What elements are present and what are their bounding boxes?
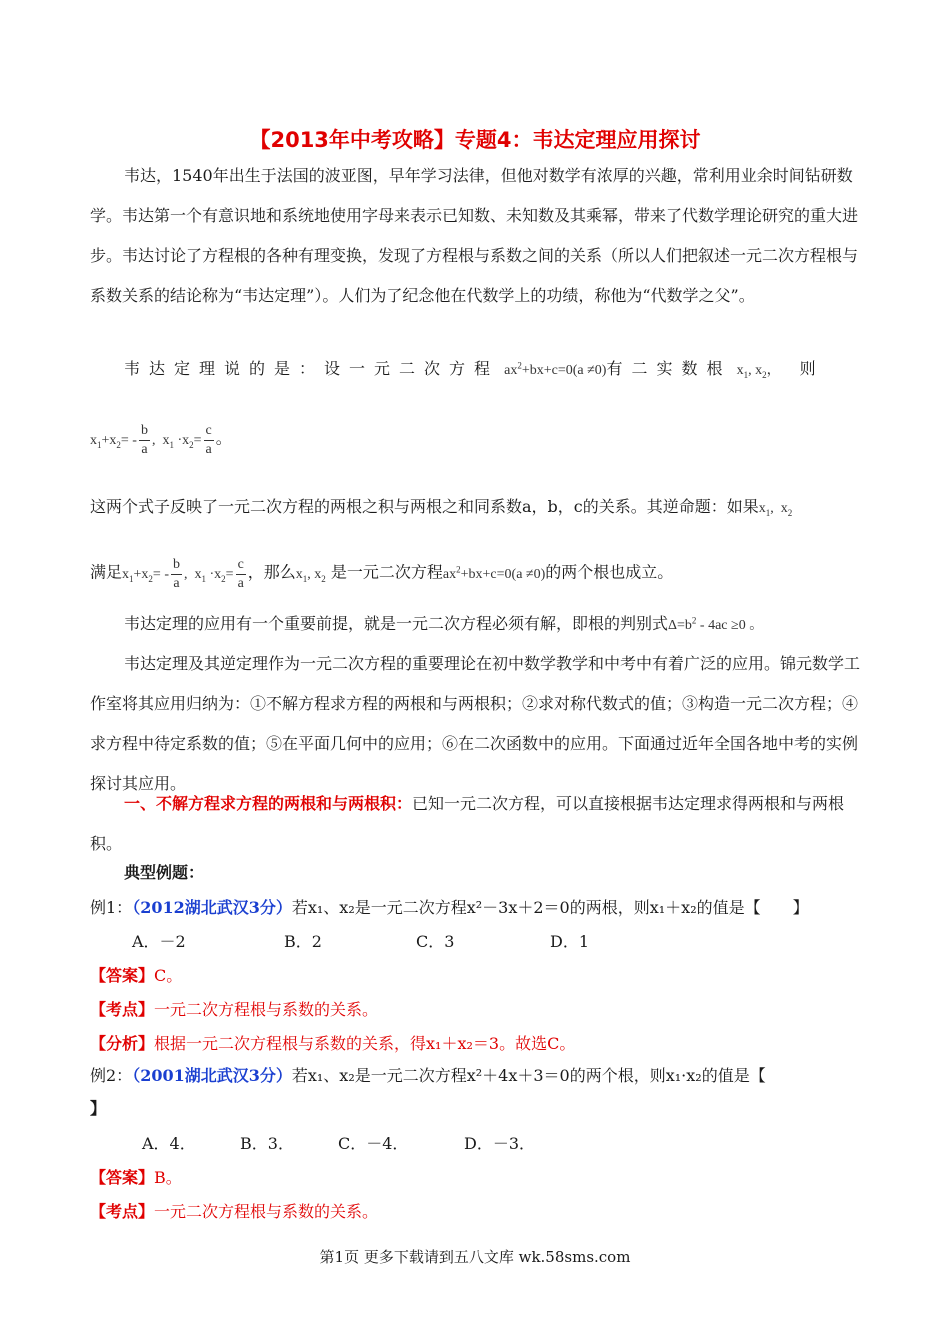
example-1-analysis: 【分析】根据一元二次方程根与系数的关系，得x₁＋x₂＝3。故选C。 [90, 1034, 576, 1053]
sum-formula: $x_1+x_2=$ - $\frac{b}{a}$ , $x_1 \cdot x_2=$ $\frac{c}{a}$ [90, 423, 212, 457]
example-1-point: 【考点】一元二次方程根与系数的关系。 [90, 1000, 379, 1019]
converse-line-2: 满足$x_1+x_2=$ - $\frac{b}{a}$ , $x_1 \cdot x_2=$ $\frac{c}{a}$ ，那么$x_1$, $x_2$ 是一元二次方程$ax^2+bx+c=0(a \ne 0)$的两个根也成立。 [90, 557, 674, 591]
option-a: A．4． [142, 1134, 196, 1153]
roots: $x_1$, $x_2$， [736, 363, 781, 380]
option-a: A．－2 [132, 932, 186, 951]
theorem-end: 。 [215, 428, 232, 448]
premise-line [90, 611, 763, 634]
option-b: B．2 [284, 932, 322, 951]
theorem-then: 则 [799, 359, 816, 378]
converse-text: 这两个式子反映了一元二次方程的两根之积与两根之和同系数a，b，c的关系。其逆命题：如果 [90, 497, 759, 516]
theorem-lead: 韦达定理说的是：设一元二次方程 [124, 359, 500, 378]
converse-line-1: 这两个式子反映了一元二次方程的两根之积与两根之和同系数a，b，c的关系。其逆命题：如果$x_1$, $x_2$ [90, 497, 793, 518]
option-c: C．－4． [338, 1134, 409, 1153]
example-2-question: 例2：（2001湖北武汉3分）若x₁、x₂是一元二次方程x²＋4x＋3＝0的两个根，则x₁·x₂的值是【 [90, 1066, 766, 1085]
example-1-question: 例1：（2012湖北武汉3分）若x₁、x₂是一元二次方程x²－3x＋2＝0的两根，则x₁＋x₂的值是【 】 [90, 898, 809, 917]
example-2-bracket: 】 [90, 1099, 107, 1118]
page-title: 【2013年中考攻略】专题4：韦达定理应用探讨 [249, 128, 701, 152]
option-b: B．3． [240, 1134, 294, 1153]
premise-text: 韦达定理的应用有一个重要前提，就是一元二次方程必须有解，即根的判别式 [124, 614, 669, 633]
section-1-heading: 一、不解方程求方程的两根和与两根积： [124, 794, 413, 813]
converse-hold: 的两个根也成立。 [545, 562, 674, 582]
converse-satisfy: 满足 [90, 562, 123, 582]
equation: $ax^2+bx+c=0(a \ne 0)$ [504, 360, 607, 378]
converse-then: ，那么 [247, 562, 296, 582]
example-2-source: （2001湖北武汉3分） [132, 1066, 292, 1085]
typical-examples-heading: 典型例题： [124, 863, 205, 882]
vieta-formulas [90, 422, 232, 459]
discriminant: $\Delta=b^2 - 4ac \ge 0$ 。 [668, 615, 764, 633]
option-d: D．－3． [464, 1134, 536, 1153]
applications-paragraph: 韦达定理及其逆定理作为一元二次方程的重要理论在初中数学教学和中考中有着广泛的应用。锦元数学工作室将其应用归纳为：①不解方程求方程的两根和与两根积；②求对称代数式的值；③构造一元二次方程；④求方程中待定系数的值；⑤在平面几何中的应用；⑥在二次函数中的应用。下面通过近年全国各地中考的实例探讨其应用。 [90, 654, 861, 793]
example-2-answer: 【答案】B。 [90, 1168, 182, 1187]
converse-is-root: 是一元二次方程 [330, 562, 443, 582]
example-1-answer: 【答案】C。 [90, 966, 183, 985]
intro-paragraph: 韦达，1540年出生于法国的波亚图，早年学习法律，但他对数学有浓厚的兴趣，常利用业余时间钻研数学。韦达第一个有意识地和系统地使用字母来表示已知数、未知数及其乘幂，带来了代数学理论研究的重大进步。韦达讨论了方程根的各种有理变换，发现了方程根与系数之间的关系（所以人们把叙述一元二次方程根与系数关系的结论称为“韦达定理”）。人们为了纪念他在代数学上的功绩，称他为“代数学之父”。 [90, 166, 859, 305]
theorem-line [90, 356, 816, 380]
example-1-source: （2012湖北武汉3分） [132, 898, 292, 917]
theorem-has-roots: 有二实数根 [606, 359, 732, 378]
option-c: C．3 [416, 932, 455, 951]
page-footer: 第1页 更多下载请到五八文库 wk.58sms.com [319, 1248, 631, 1266]
example-2-point: 【考点】一元二次方程根与系数的关系。 [90, 1202, 379, 1221]
section-1-text: 已知一元二次方程，可以直接根据韦达定理求得两根和与两根积。 [90, 794, 845, 853]
option-d: D．1 [550, 932, 590, 951]
section-1 [90, 784, 860, 864]
